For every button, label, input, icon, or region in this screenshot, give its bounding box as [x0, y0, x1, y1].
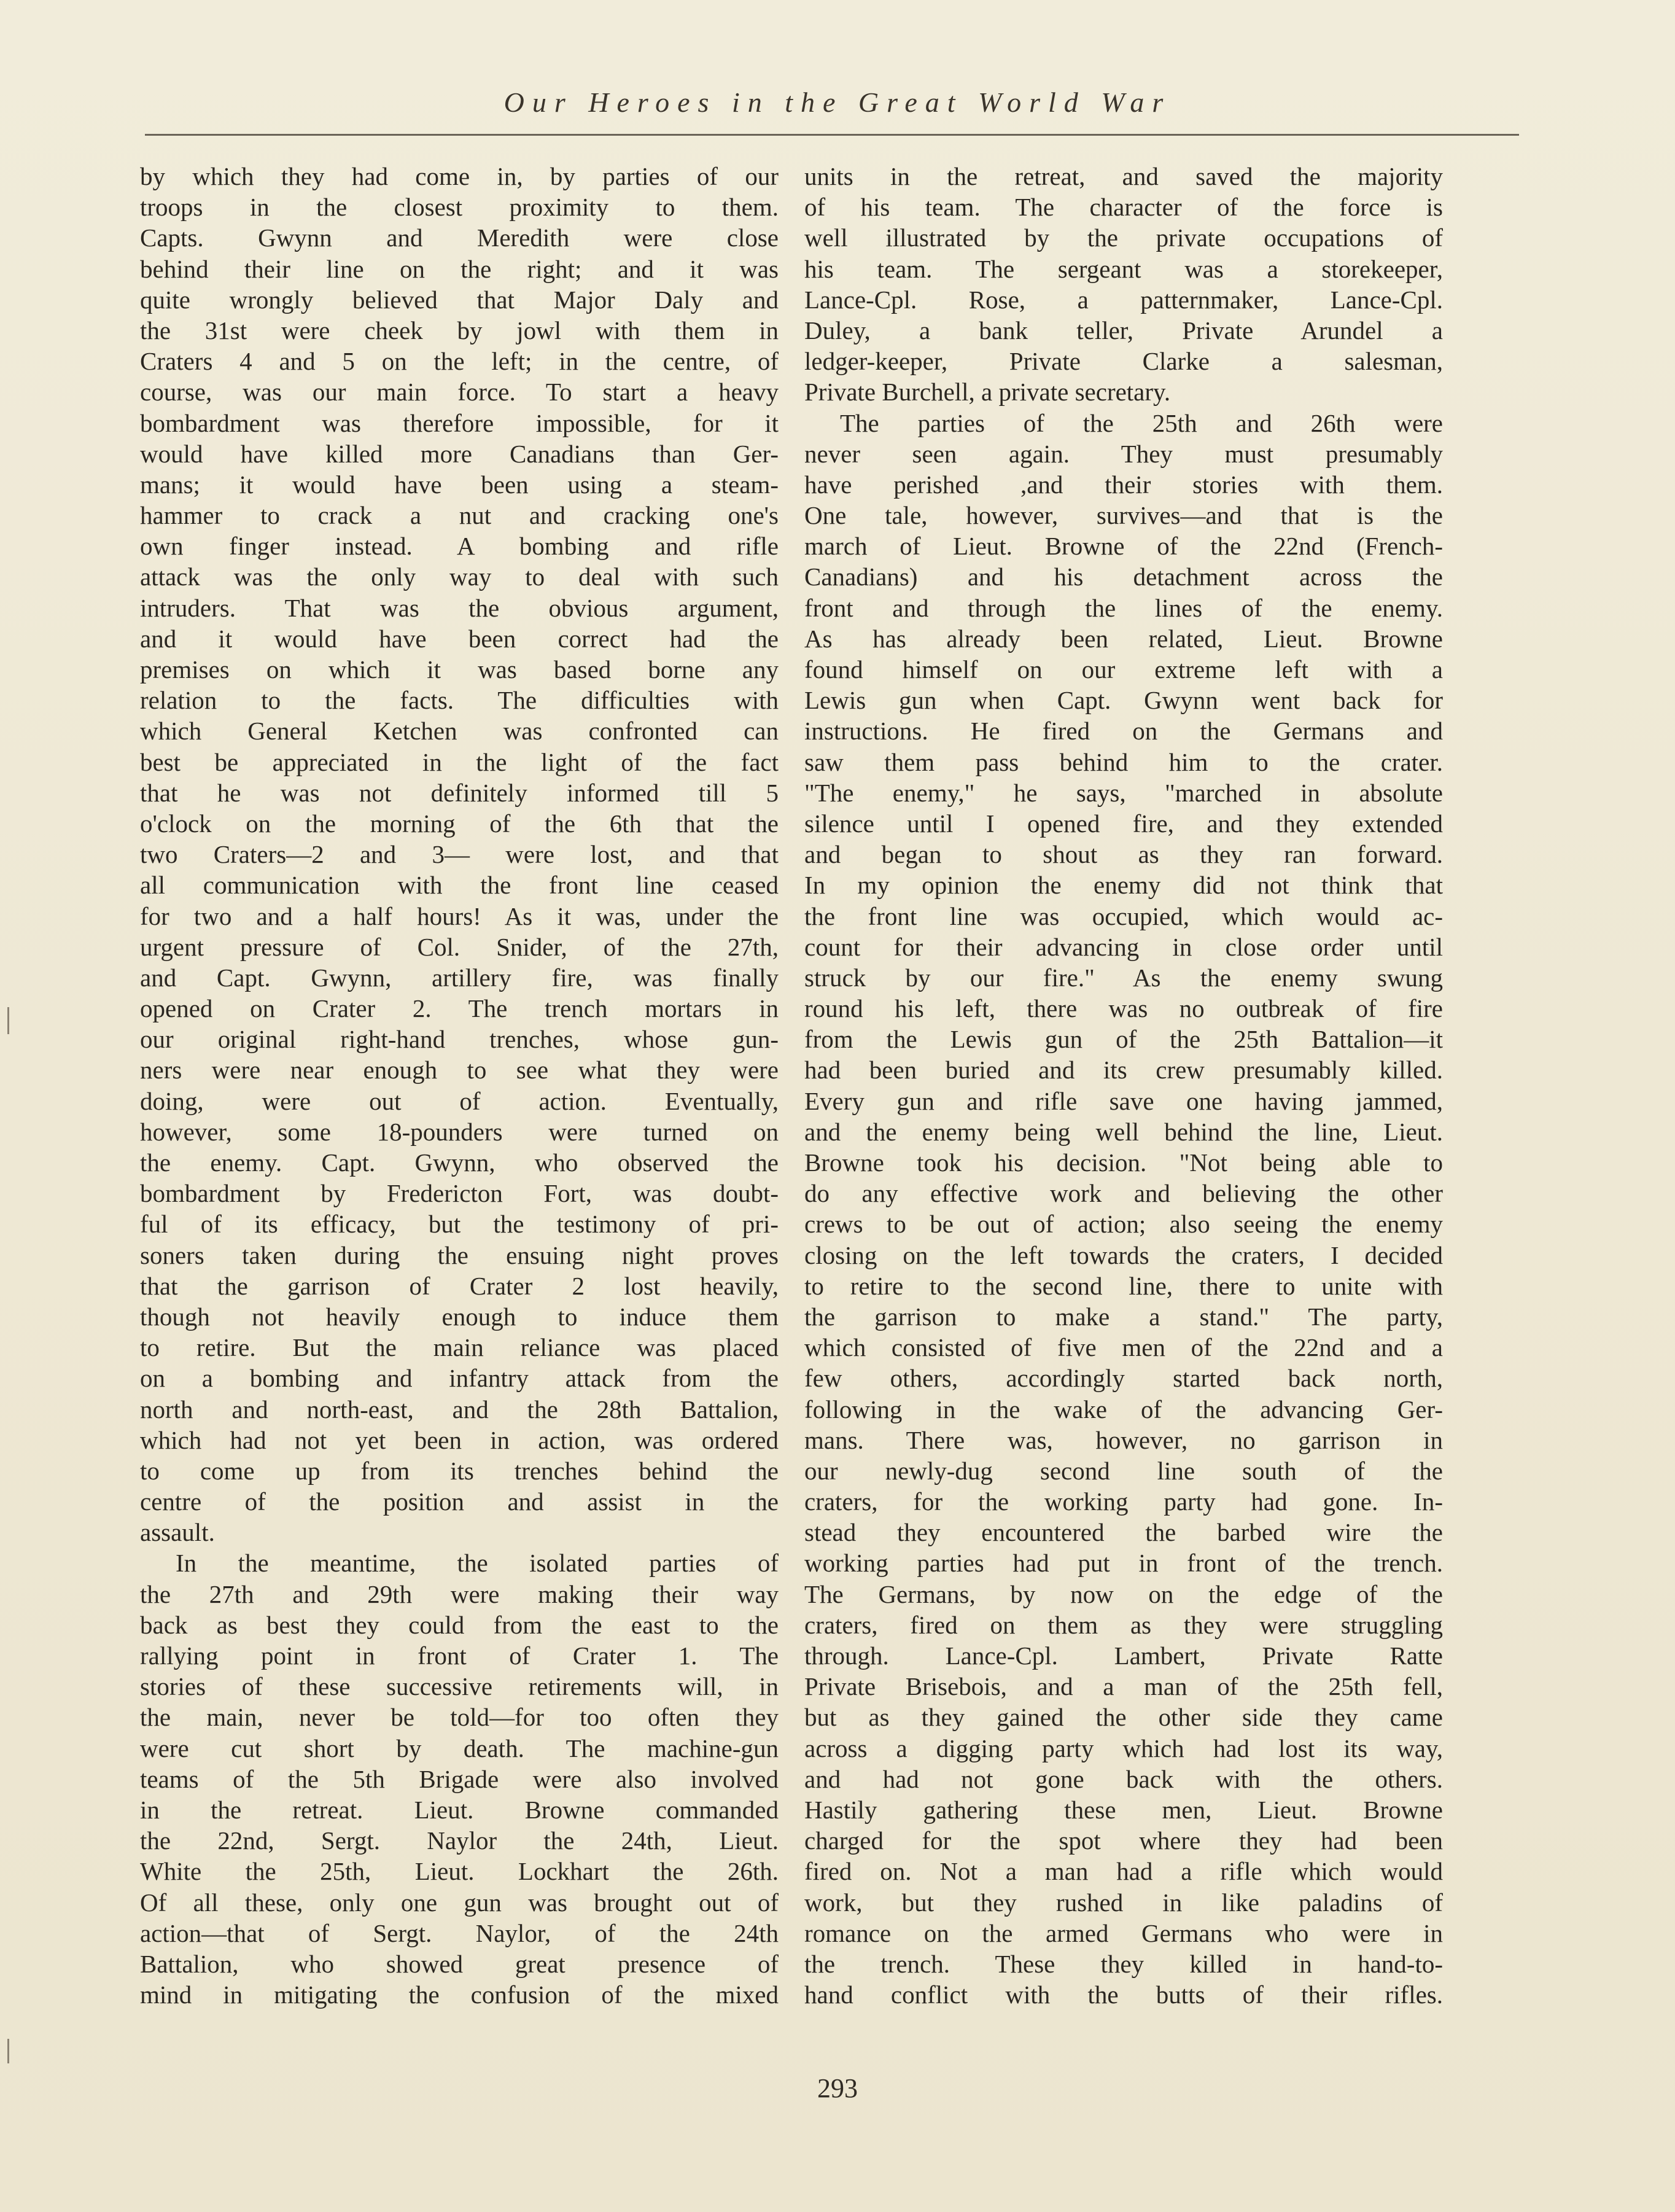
text-line: craters, fired on them as they were struggling — [804, 1610, 1443, 1639]
text-line: that the garrison of Crater 2 lost heavily, — [140, 1271, 779, 1300]
text-line: to come up from its trenches behind the — [140, 1456, 779, 1485]
text-line: In my opinion the enemy did not think that — [804, 871, 1443, 900]
text-line: of his team. The character of the force is — [804, 193, 1443, 222]
text-line: Private Brisebois, and a man of the 25th fell, — [804, 1672, 1443, 1701]
text-line: "The enemy," he says, "marched in absolute — [804, 778, 1443, 807]
text-line: White the 25th, Lieut. Lockhart the 26th. — [140, 1857, 779, 1886]
text-line: urgent pressure of Col. Snider, of the 27th, — [140, 932, 779, 961]
text-line: mans. There was, however, no garrison in — [804, 1425, 1443, 1454]
text-line: Canadians) and his detachment across the — [804, 563, 1443, 591]
text-line: crews to be out of action; also seeing the enemy — [804, 1210, 1443, 1239]
text-line: silence until I opened fire, and they extended — [804, 809, 1443, 838]
text-line: instructions. He fired on the Germans and — [804, 717, 1443, 746]
text-line: Duley, a bank teller, Private Arundel a — [804, 316, 1443, 345]
text-line: bombardment by Fredericton Fort, was doubt- — [140, 1179, 779, 1208]
text-line: front and through the lines of the enemy. — [804, 593, 1443, 622]
text-line: however, some 18-pounders were turned on — [140, 1117, 779, 1146]
text-line: in the retreat. Lieut. Browne commanded — [140, 1795, 779, 1824]
text-line: by which they had come in, by parties of our — [140, 162, 779, 190]
text-line: our newly-dug second line south of the — [804, 1456, 1443, 1485]
text-line: doing, were out of action. Eventually, — [140, 1086, 779, 1115]
text-line: Of all these, only one gun was brought out of — [140, 1888, 779, 1917]
text-line: to retire. But the main reliance was placed — [140, 1333, 779, 1362]
running-header: Our Heroes in the Great World War — [503, 87, 1172, 118]
text-line: to retire to the second line, there to unite with — [804, 1271, 1443, 1300]
text-line: closing on the left towards the craters, I decided — [804, 1240, 1443, 1269]
text-line: attack was the only way to deal with such — [140, 563, 779, 591]
text-line: the 22nd, Sergt. Naylor the 24th, Lieut. — [140, 1826, 779, 1855]
text-line: In the meantime, the isolated parties of — [176, 1549, 779, 1578]
text-line: units in the retreat, and saved the majority — [804, 162, 1443, 190]
text-line: mind in mitigating the confusion of the mixed — [140, 1980, 779, 2009]
text-line: which consisted of five men of the 22nd and a — [804, 1333, 1443, 1362]
text-line: course, was our main force. To start a heavy — [140, 378, 779, 407]
text-line: our original right-hand trenches, whose gun- — [140, 1025, 779, 1054]
text-line: Private Burchell, a private secretary. — [804, 378, 1171, 407]
text-line: assault. — [140, 1518, 215, 1547]
page-number: 293 — [817, 2073, 858, 2103]
text-line: quite wrongly believed that Major Daly and — [140, 285, 779, 314]
text-line: o'clock on the morning of the 6th that the — [140, 809, 779, 838]
text-line: relation to the facts. The difficulties with — [140, 686, 779, 715]
text-line: The Germans, by now on the edge of the — [804, 1579, 1443, 1608]
text-line: and began to shout as they ran forward. — [804, 840, 1443, 869]
text-line: intruders. That was the obvious argument, — [140, 593, 779, 622]
text-line: action—that of Sergt. Naylor, of the 24th — [140, 1918, 779, 1947]
text-line: have perished ,and their stories with them. — [804, 470, 1443, 499]
text-line: Every gun and rifle save one having jammed, — [804, 1086, 1443, 1115]
text-line: two Craters—2 and 3— were lost, and that — [140, 840, 779, 869]
text-line: back as best they could from the east to the — [140, 1610, 779, 1639]
text-line: which had not yet been in action, was ordered — [140, 1425, 779, 1454]
text-line: ledger-keeper, Private Clarke a salesman, — [804, 347, 1443, 376]
text-line: and the enemy being well behind the line, Lieut. — [804, 1117, 1443, 1146]
text-line: and it would have been correct had the — [140, 624, 779, 653]
text-line: all communication with the front line ceased — [140, 871, 779, 900]
text-line: opened on Crater 2. The trench mortars in — [140, 994, 779, 1023]
text-line: would have killed more Canadians than Ger- — [140, 439, 779, 468]
text-line: One tale, however, survives—and that is the — [804, 501, 1443, 530]
header-rule — [145, 134, 1519, 136]
text-line: and had not gone back with the others. — [804, 1764, 1443, 1793]
text-line: teams of the 5th Brigade were also involved — [140, 1764, 779, 1793]
text-line: well illustrated by the private occupations of — [804, 224, 1443, 252]
text-line: troops in the closest proximity to them. — [140, 193, 779, 222]
text-line: ners were near enough to see what they were — [140, 1056, 779, 1085]
text-line: but as they gained the other side they came — [804, 1703, 1443, 1732]
text-line: Craters 4 and 5 on the left; in the centre, of — [140, 347, 779, 376]
text-line: the main, never be told—for too often they — [140, 1703, 779, 1732]
text-line: the front line was occupied, which would ac- — [804, 902, 1443, 930]
text-line: which General Ketchen was confronted can — [140, 717, 779, 746]
text-line: though not heavily enough to induce them — [140, 1302, 779, 1331]
text-line: march of Lieut. Browne of the 22nd (French- — [804, 532, 1443, 561]
text-line: soners taken during the ensuing night proves — [140, 1240, 779, 1269]
text-line: work, but they rushed in like paladins of — [804, 1888, 1443, 1917]
text-line: mans; it would have been using a steam- — [140, 470, 779, 499]
text-line: were cut short by death. The machine-gun — [140, 1734, 779, 1762]
text-line: saw them pass behind him to the crater. — [804, 747, 1443, 776]
binding-edge-mark — [7, 2039, 9, 2063]
text-line: Capts. Gwynn and Meredith were close — [140, 224, 779, 252]
text-line: from the Lewis gun of the 25th Battalion—it — [804, 1025, 1443, 1054]
text-line: premises on which it was based borne any — [140, 655, 779, 683]
text-line: and Capt. Gwynn, artillery fire, was finally — [140, 963, 779, 992]
text-line: across a digging party which had lost its way, — [804, 1734, 1443, 1762]
text-line: the 31st were cheek by jowl with them in — [140, 316, 779, 345]
right-column — [804, 161, 1443, 2010]
text-line: Hastily gathering these men, Lieut. Browne — [804, 1795, 1443, 1824]
text-line: charged for the spot where they had been — [804, 1826, 1443, 1855]
text-line: the 27th and 29th were making their way — [140, 1579, 779, 1608]
text-line: romance on the armed Germans who were in — [804, 1918, 1443, 1947]
text-line: bombardment was therefore impossible, for it — [140, 408, 779, 437]
text-line: behind their line on the right; and it was — [140, 254, 779, 283]
text-line: ful of its efficacy, but the testimony of pri- — [140, 1210, 779, 1239]
text-line: never seen again. They must presumably — [804, 439, 1443, 468]
left-column — [140, 161, 779, 2010]
text-line: the trench. These they killed in hand-to- — [804, 1949, 1443, 1978]
text-line: through. Lance-Cpl. Lambert, Private Ratte — [804, 1641, 1443, 1670]
text-line: Lewis gun when Capt. Gwynn went back for — [804, 686, 1443, 715]
text-line: following in the wake of the advancing Ger- — [804, 1395, 1443, 1423]
binding-edge-mark — [7, 1007, 9, 1034]
text-line: had been buried and its crew presumably killed. — [804, 1056, 1443, 1085]
text-line: best be appreciated in the light of the fact — [140, 747, 779, 776]
text-line: few others, accordingly started back north, — [804, 1364, 1443, 1393]
text-line: Browne took his decision. "Not being able to — [804, 1148, 1443, 1177]
text-line: stories of these successive retirements will, in — [140, 1672, 779, 1701]
text-line: the enemy. Capt. Gwynn, who observed the — [140, 1148, 779, 1177]
text-line: As has already been related, Lieut. Browne — [804, 624, 1443, 653]
text-line: north and north-east, and the 28th Battalion, — [140, 1395, 779, 1423]
text-line: stead they encountered the barbed wire the — [804, 1518, 1443, 1547]
text-line: The parties of the 25th and 26th were — [840, 408, 1443, 437]
text-line: struck by our fire." As the enemy swung — [804, 963, 1443, 992]
text-line: hand conflict with the butts of their rifles. — [804, 1980, 1443, 2009]
text-line: the garrison to make a stand." The party, — [804, 1302, 1443, 1331]
text-line: round his left, there was no outbreak of fire — [804, 994, 1443, 1023]
text-line: own finger instead. A bombing and rifle — [140, 532, 779, 561]
text-line: that he was not definitely informed till 5 — [140, 778, 779, 807]
text-line: count for their advancing in close order until — [804, 932, 1443, 961]
text-line: working parties had put in front of the trench. — [804, 1549, 1443, 1578]
text-line: hammer to crack a nut and cracking one's — [140, 501, 779, 530]
text-line: on a bombing and infantry attack from the — [140, 1364, 779, 1393]
text-line: fired on. Not a man had a rifle which would — [804, 1857, 1443, 1886]
text-line: centre of the position and assist in the — [140, 1487, 779, 1516]
text-line: craters, for the working party had gone. In- — [804, 1487, 1443, 1516]
text-line: do any effective work and believing the other — [804, 1179, 1443, 1208]
text-line: found himself on our extreme left with a — [804, 655, 1443, 683]
text-line: for two and a half hours! As it was, under the — [140, 902, 779, 930]
text-line: Lance-Cpl. Rose, a patternmaker, Lance-Cpl. — [804, 285, 1443, 314]
text-line: Battalion, who showed great presence of — [140, 1949, 779, 1978]
text-line: rallying point in front of Crater 1. The — [140, 1641, 779, 1670]
text-line: his team. The sergeant was a storekeeper, — [804, 254, 1443, 283]
